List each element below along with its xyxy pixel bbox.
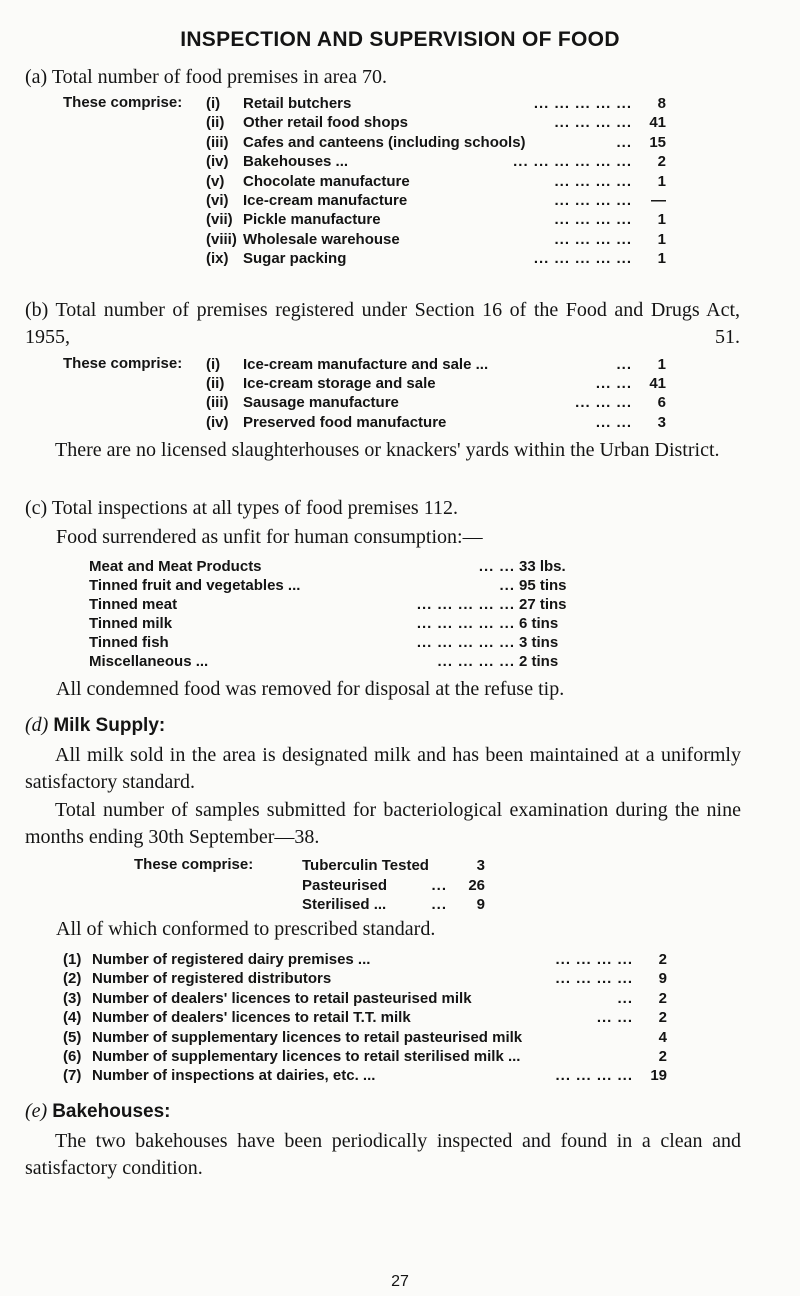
item-value: 6 (657, 394, 666, 412)
section-d-para2: Total number of samples submitted for bacteriological examination during the nine months ending 30th September—38. (25, 799, 741, 848)
item-number: (iii) (206, 133, 229, 151)
leader-dots: ... (431, 876, 447, 894)
item-label: Tinned fruit and vegetables ... (89, 577, 301, 594)
leader-dots: ... (617, 989, 633, 1007)
leader-dots: ... ... ... ... (554, 172, 632, 190)
leader-dots: ... (616, 356, 632, 373)
item-value: 95 tins (519, 577, 567, 594)
milk-stat-row (63, 1008, 667, 1028)
milk-stat-row (63, 1047, 667, 1067)
leader-dots: ... ... ... ... ... (533, 95, 632, 112)
item-value: 15 (649, 133, 666, 151)
item-value: 1 (657, 356, 666, 373)
section-c-surrendered-heading: Food surrendered as unfit for human consumption:— (56, 526, 483, 548)
item-number: (viii) (206, 230, 237, 248)
item-label: Number of supplementary licences to retail sterilised milk ... (92, 1048, 521, 1065)
item-label: Sausage manufacture (243, 394, 399, 412)
item-value: 41 (649, 114, 666, 132)
leader-dots: ... ... ... ... ... (416, 634, 515, 651)
milk-stat-row (63, 989, 667, 1009)
leader-dots: ... ... ... ... (554, 211, 632, 229)
section-d-letter: (d) (25, 714, 49, 736)
item-value: 4 (658, 1028, 667, 1046)
section-e-para: The two bakehouses have been periodically inspected and found in a clean and satisfactory condition. (25, 1130, 741, 1179)
item-number: (6) (63, 1048, 82, 1065)
sample-row (302, 856, 485, 876)
item-value: 2 tins (519, 653, 559, 670)
item-label: Pasteurised (302, 876, 388, 894)
item-label: Other retail food shops (243, 114, 409, 132)
item-label: Chocolate manufacture (243, 172, 410, 190)
item-value: 2 (658, 1048, 667, 1065)
leader-dots: ... ... ... ... (555, 970, 633, 988)
premises-row (206, 230, 666, 250)
leader-dots: ... (499, 577, 515, 594)
section-d-para1: All milk sold in the area is designated milk and has been maintained at a uniformly satisfactory standard. (25, 744, 741, 793)
leader-dots: ... ... ... ... ... (416, 596, 515, 613)
item-label: Pickle manufacture (243, 211, 381, 229)
leader-dots: ... ... ... ... ... (416, 615, 515, 632)
item-label: Sterilised ... (302, 896, 387, 913)
item-label: Preserved food manufacture (243, 413, 447, 431)
section-d-conformed: All of which conformed to prescribed standard. (56, 918, 436, 940)
item-value: 3 (476, 857, 485, 874)
leader-dots: ... ... ... ... (555, 1067, 633, 1085)
leader-dots: ... ... ... ... (554, 114, 632, 132)
item-value: 1 (657, 230, 666, 248)
food-surrendered-row (89, 633, 614, 653)
item-label: Number of registered dairy premises ... (92, 951, 371, 968)
page-number: 27 (391, 1273, 409, 1290)
item-value: 41 (649, 375, 666, 393)
item-number: (v) (206, 172, 225, 190)
section-b-heading: (b) Total number of premises registered under Section 16 of the Food and Drugs Act, 1955, 51. (25, 299, 740, 348)
item-value: 1 (657, 211, 666, 229)
leader-dots: ... ... (595, 413, 632, 431)
item-label: Ice-cream storage and sale (243, 375, 436, 393)
item-number: (4) (63, 1009, 82, 1027)
section-a-lead: These comprise: (63, 94, 183, 111)
section-a-heading: (a) Total number of food premises in area 70. (25, 66, 388, 88)
leader-dots: ... (431, 896, 447, 913)
registered-premises-row (206, 355, 666, 375)
milk-stat-row (63, 1066, 667, 1086)
section-d-title: Milk Supply: (53, 715, 166, 736)
section-b-note: There are no licensed slaughterhouses or knackers' yards within the Urban District. (55, 439, 720, 461)
item-value: 8 (657, 95, 666, 112)
item-value: 2 (658, 951, 667, 968)
milk-stat-row (63, 950, 667, 970)
item-number: (2) (63, 970, 82, 988)
leader-dots: ... ... ... ... ... ... (513, 153, 632, 171)
milk-stat-row (63, 969, 667, 989)
premises-row (206, 210, 666, 230)
item-number: (ii) (206, 375, 225, 393)
sample-row (302, 895, 485, 915)
section-b-lead: These comprise: (63, 355, 183, 372)
leader-dots: ... ... (478, 558, 515, 575)
section-e-letter: (e) (25, 1100, 48, 1122)
item-label: Sugar packing (243, 250, 347, 268)
item-value: 2 (657, 153, 666, 171)
registered-premises-row (206, 393, 666, 413)
leader-dots: ... ... ... (575, 394, 632, 412)
registered-premises-row (206, 413, 666, 433)
item-value: 9 (476, 896, 485, 913)
item-value: 1 (657, 250, 666, 268)
page-title: INSPECTION AND SUPERVISION OF FOOD (180, 28, 620, 51)
item-number: (ix) (206, 250, 229, 268)
leader-dots: ... (616, 133, 632, 151)
premises-row (206, 133, 666, 153)
item-value: 3 (657, 413, 666, 431)
milk-stat-row (63, 1028, 667, 1048)
item-number: (vi) (206, 192, 229, 209)
item-label: Tinned fish (89, 634, 169, 651)
item-label: Tinned milk (89, 615, 173, 632)
leader-dots: ... ... ... ... (437, 653, 515, 670)
section-d-heading (25, 712, 740, 739)
leader-dots: ... ... ... ... (554, 192, 632, 209)
premises-row (206, 113, 666, 133)
leader-dots: ... ... ... ... ... (533, 250, 632, 268)
item-label: Bakehouses ... (243, 153, 349, 171)
item-number: (ii) (206, 114, 225, 132)
premises-row (206, 94, 666, 114)
leader-dots: ... ... ... ... (555, 951, 633, 968)
item-number: (3) (63, 989, 82, 1007)
section-c-heading: (c) Total inspections at all types of food premises 112. (25, 497, 458, 519)
item-label: Miscellaneous ... (89, 653, 209, 670)
item-label: Number of supplementary licences to retail pasteurised milk (92, 1028, 523, 1046)
food-surrendered-row (89, 557, 614, 577)
registered-premises-row (206, 374, 666, 394)
item-value: 1 (657, 172, 666, 190)
item-label: Number of registered distributors (92, 970, 332, 988)
item-label: Tuberculin Tested (302, 857, 429, 874)
item-number: (1) (63, 951, 82, 968)
section-e-title: Bakehouses: (52, 1101, 171, 1122)
item-value: 3 tins (519, 634, 559, 651)
item-label: Meat and Meat Products (89, 558, 262, 575)
food-surrendered-row (89, 595, 614, 615)
item-number: (7) (63, 1067, 82, 1085)
item-number: (iv) (206, 413, 229, 431)
item-label: Number of dealers' licences to retail T.T. milk (92, 1009, 411, 1027)
food-surrendered-row (89, 576, 614, 596)
item-number: (iv) (206, 153, 229, 171)
item-label: Tinned meat (89, 596, 178, 613)
item-value: 6 tins (519, 615, 559, 632)
food-surrendered-row (89, 652, 614, 672)
item-number: (i) (206, 356, 221, 373)
item-number: (iii) (206, 394, 229, 412)
item-value: 33 lbs. (519, 558, 566, 575)
premises-row (206, 191, 666, 211)
section-e-heading (25, 1098, 740, 1125)
item-label: Wholesale warehouse (243, 230, 400, 248)
premises-row (206, 152, 666, 172)
section-d-lead: These comprise: (134, 856, 254, 873)
item-label: Retail butchers (243, 95, 352, 112)
leader-dots: ... ... (595, 375, 632, 393)
item-value: 27 tins (519, 596, 567, 613)
item-value: 9 (658, 970, 667, 988)
item-value: 2 (658, 1009, 667, 1027)
item-value: 26 (468, 876, 485, 894)
item-label: Cafes and canteens (including schools) (243, 133, 526, 151)
item-label: Ice-cream manufacture (243, 192, 408, 209)
leader-dots: ... ... (596, 1009, 633, 1027)
item-label: Ice-cream manufacture and sale ... (243, 356, 489, 373)
item-value: — (651, 192, 666, 209)
leader-dots: ... ... ... ... (554, 230, 632, 248)
item-value: 2 (658, 989, 667, 1007)
item-number: (5) (63, 1028, 82, 1046)
food-surrendered-row (89, 614, 614, 634)
item-label: Number of dealers' licences to retail pasteurised milk (92, 989, 472, 1007)
premises-row (206, 249, 666, 269)
item-label: Number of inspections at dairies, etc. ... (92, 1067, 376, 1085)
section-c-note: All condemned food was removed for disposal at the refuse tip. (56, 678, 565, 700)
premises-row (206, 172, 666, 192)
item-number: (vii) (206, 211, 233, 229)
item-value: 19 (650, 1067, 667, 1085)
sample-row (302, 876, 485, 896)
item-number: (i) (206, 95, 221, 112)
